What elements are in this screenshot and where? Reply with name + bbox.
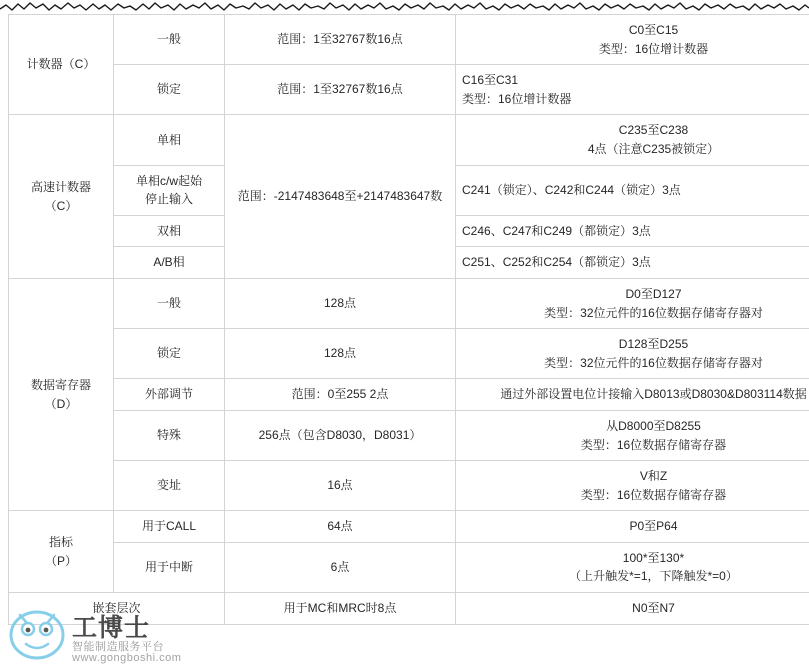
- plc-specification-table: [8, 14, 809, 625]
- cell-line: 单相: [156, 132, 181, 147]
- cell-content: [15, 599, 218, 618]
- cell-content: [120, 517, 218, 536]
- cell-content: [462, 335, 809, 372]
- table-cell: [225, 461, 456, 511]
- cell-line: （D）: [44, 396, 78, 411]
- cell-line: 外部调节: [144, 387, 193, 402]
- cell-line: 从D8000至D8255: [606, 418, 701, 433]
- cell-content: [231, 385, 449, 404]
- cell-line: （C）: [44, 198, 78, 213]
- cell-content: [462, 467, 809, 504]
- cell-content: [462, 71, 809, 108]
- cell-line: 64点: [327, 519, 353, 534]
- cell-line: 高速计数器: [30, 180, 91, 195]
- cell-line: 变址: [156, 478, 181, 493]
- table-cell: [114, 115, 225, 165]
- cell-line: 类型：16位数据存储寄存器: [580, 487, 727, 502]
- cell-line: 128点: [323, 346, 357, 361]
- cell-line: 范围：0至255 2点: [291, 387, 389, 402]
- cell-content: [231, 187, 449, 206]
- cell-line: C16至C31: [462, 73, 519, 88]
- table-row: [9, 65, 809, 115]
- watermark-subtitle: 智能制造服务平台: [72, 641, 164, 653]
- cell-line: C246、C247和C249（都锁定）3点: [462, 223, 651, 238]
- table-cell: [225, 410, 456, 460]
- cell-line: 锁定: [156, 82, 181, 97]
- table-row: [9, 511, 809, 543]
- cell-line: C235至C238: [618, 123, 689, 138]
- cell-line: 用于CALL: [141, 519, 197, 534]
- cell-line: 停止输入: [144, 192, 193, 207]
- cell-content: [462, 517, 809, 536]
- cell-content: [462, 121, 809, 158]
- cell-content: [231, 426, 449, 445]
- table-cell: [225, 329, 456, 379]
- cell-line: 数据寄存器: [30, 378, 91, 393]
- cell-line: 范围：1至32767数16点: [277, 82, 403, 97]
- cell-content: [231, 294, 449, 313]
- cell-content: [120, 131, 218, 150]
- table-cell: [114, 410, 225, 460]
- cell-line: 一般: [156, 32, 181, 47]
- cell-line: 类型：32位元件的16位数据存储寄存器对: [544, 305, 763, 320]
- cell-line: P0至P64: [629, 519, 678, 534]
- cell-content: [462, 385, 809, 404]
- table-cell: [9, 15, 114, 115]
- cell-line: 计数器（C）: [26, 57, 96, 72]
- cell-content: [231, 599, 449, 618]
- cell-content: [120, 172, 218, 209]
- watermark-brand-name: 工博士: [72, 614, 151, 642]
- cell-content: [462, 417, 809, 454]
- table-cell: [225, 65, 456, 115]
- cell-content: [120, 80, 218, 99]
- table-cell: [456, 278, 809, 328]
- cell-line: 特殊: [156, 428, 181, 443]
- cell-content: [462, 599, 809, 618]
- cell-line: 用于MC和MRC时8点: [283, 601, 397, 616]
- table-cell: [9, 115, 114, 279]
- cell-line: N0至N7: [632, 601, 675, 616]
- cell-line: 嵌套层次: [92, 601, 141, 616]
- table-cell: [456, 65, 809, 115]
- cell-line: D0至D127: [625, 286, 682, 301]
- table-cell: [456, 511, 809, 543]
- table-cell: [456, 115, 809, 165]
- cell-line: 类型：16位增计数器: [598, 41, 709, 56]
- cell-line: 128点: [323, 296, 357, 311]
- cell-content: [120, 30, 218, 49]
- cell-line: 4点（注意C235被锁定）: [587, 141, 720, 156]
- cell-line: 256点（包含D8030，D8031）: [258, 428, 422, 443]
- cell-line: C241（锁定）、C242和C244（锁定）3点: [462, 182, 681, 197]
- table-cell: [225, 278, 456, 328]
- table-cell: [114, 511, 225, 543]
- table-row: [9, 278, 809, 328]
- table-cell: [114, 329, 225, 379]
- cell-line: 16点: [327, 478, 353, 493]
- cell-content: [120, 344, 218, 363]
- table-row: [9, 593, 809, 625]
- cell-line: A/B相: [153, 255, 185, 270]
- table-cell: [114, 15, 225, 65]
- cell-content: [120, 294, 218, 313]
- cell-line: （上升触发*=1，下降触发*=0）: [569, 569, 738, 584]
- cell-content: [15, 533, 107, 570]
- cell-content: [231, 344, 449, 363]
- table-cell: [225, 511, 456, 543]
- table-cell: [225, 15, 456, 65]
- table-body: [9, 15, 809, 625]
- cell-content: [231, 476, 449, 495]
- cell-line: 单相c/w起始: [135, 173, 202, 188]
- table-cell: [114, 461, 225, 511]
- table-cell: [225, 542, 456, 592]
- cell-content: [120, 385, 218, 404]
- cell-content: [462, 181, 809, 200]
- table-cell: [456, 542, 809, 592]
- cell-content: [120, 426, 218, 445]
- cell-content: [462, 549, 809, 586]
- cell-content: [462, 285, 809, 322]
- cell-line: V和Z: [639, 469, 668, 484]
- table-cell: [114, 65, 225, 115]
- cell-content: [231, 30, 449, 49]
- table-cell: [114, 379, 225, 411]
- table-cell: [225, 593, 456, 625]
- cell-line: 类型：32位元件的16位数据存储寄存器对: [544, 355, 763, 370]
- table-cell: [456, 461, 809, 511]
- cell-line: 锁定: [156, 346, 181, 361]
- table-row: [9, 461, 809, 511]
- cell-line: C0至C15: [628, 23, 679, 37]
- cell-line: 范围：-2147483648至+2147483647数: [237, 189, 443, 204]
- table-cell: [456, 165, 809, 215]
- cell-line: 一般: [156, 296, 181, 311]
- cell-content: [120, 222, 218, 241]
- table-cell: [225, 379, 456, 411]
- cell-line: 类型：16位数据存储寄存器: [580, 437, 727, 452]
- cell-content: [231, 517, 449, 536]
- table-row: [9, 542, 809, 592]
- cell-line: 6点: [330, 560, 350, 575]
- table-cell: [114, 215, 225, 247]
- table-cell: [456, 410, 809, 460]
- cell-line: 类型：16位增计数器: [462, 91, 572, 106]
- table-cell: [456, 379, 809, 411]
- table-cell: [114, 165, 225, 215]
- table-cell: [9, 511, 114, 593]
- cell-line: 100*至130*: [622, 550, 685, 565]
- table-row: [9, 115, 809, 165]
- table-cell: [456, 215, 809, 247]
- table-row: [9, 329, 809, 379]
- table-cell: [114, 278, 225, 328]
- table-cell: [114, 247, 225, 279]
- cell-content: [462, 21, 809, 58]
- table-cell: [9, 593, 225, 625]
- table-cell: [456, 593, 809, 625]
- table-row: [9, 379, 809, 411]
- cell-content: [120, 476, 218, 495]
- cell-content: [15, 376, 107, 413]
- cell-content: [231, 80, 449, 99]
- table-row: [9, 410, 809, 460]
- cell-line: 用于中断: [144, 560, 193, 575]
- cell-line: 范围：1至32767数16点: [277, 32, 403, 47]
- cell-content: [15, 178, 107, 215]
- table-cell: [225, 115, 456, 279]
- table-cell: [456, 15, 809, 65]
- table-cell: [114, 542, 225, 592]
- table-cell: [456, 329, 809, 379]
- cell-content: [231, 558, 449, 577]
- watermark-url: www.gongboshi.com: [72, 652, 182, 664]
- cell-content: [120, 253, 218, 272]
- table-cell: [9, 278, 114, 510]
- cell-line: 通过外部设置电位计接输入D8013或D8030&D803114数据: [500, 387, 807, 402]
- cell-line: （P）: [44, 553, 77, 568]
- cell-content: [120, 558, 218, 577]
- cell-line: C251、C252和C254（都锁定）3点: [462, 255, 651, 270]
- table-row: [9, 15, 809, 65]
- cell-line: D128至D255: [618, 337, 689, 352]
- cell-content: [15, 55, 107, 74]
- table-cell: [456, 247, 809, 279]
- cell-content: [462, 253, 809, 272]
- cell-line: 指标: [48, 535, 73, 550]
- cell-content: [462, 222, 809, 241]
- cell-line: 双相: [156, 223, 181, 238]
